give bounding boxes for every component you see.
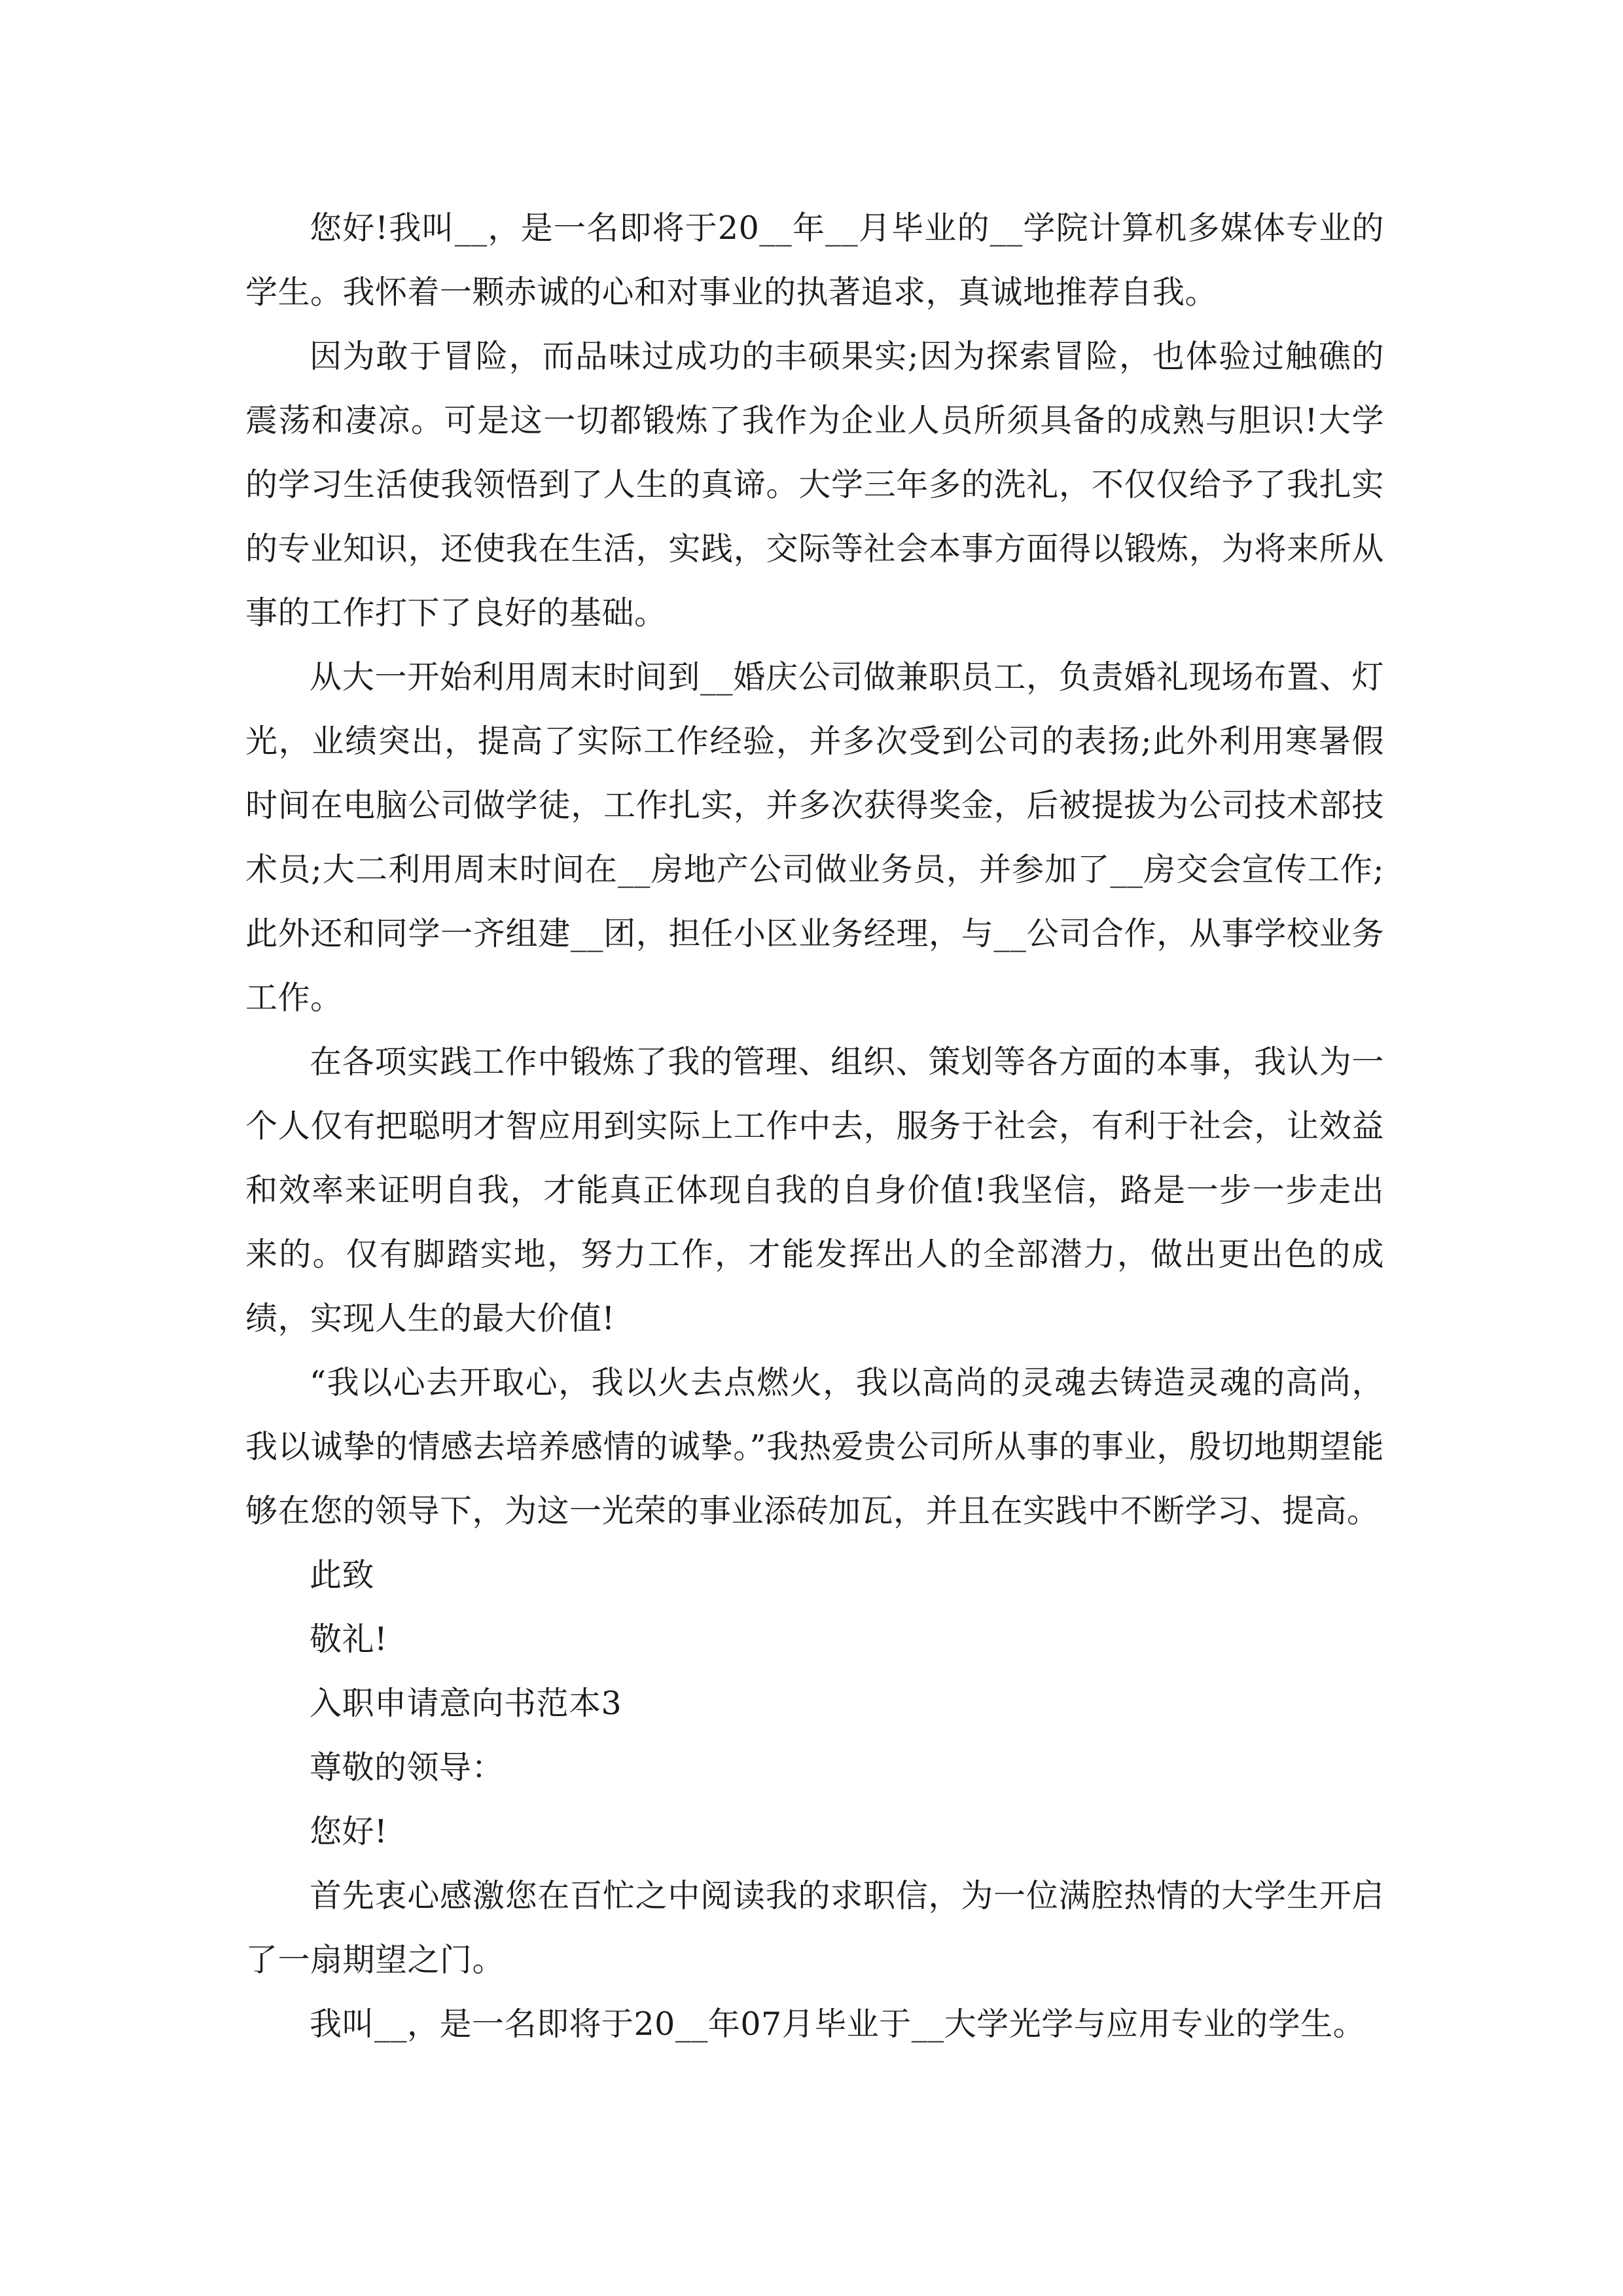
section-title: 入职申请意向书范本3 (310, 1685, 622, 1722)
paragraph-thanks: 首先衷心感激您在百忙之中阅读我的求职信，为一位满腔热情的大学生开启了一扇期望之门。 (245, 1877, 1384, 1979)
body-text (245, 196, 1384, 2056)
paragraph-work-history: 从大一开始利用周末时间到__婚庆公司做兼职员工，负责婚礼现场布置、灯光，业绩突出，提高了实际工作经验，并多次受到公司的表扬;此外利用寒暑假时间在电脑公司做学徒，工作扎实，并多次获得奖金，后被提拔为公司技术部技术员;大二利用周末时间在__房地产公司做业务员，并参加了__房交会宣传工作;此外还和同学一齐组建__团，担任小区业务经理，与__公司合作，从事学校业务工作。 (245, 658, 1384, 1016)
paragraph-self-intro: 我叫__，是一名即将于20__年07月毕业于__大学光学与应用专业的学生。 (310, 2005, 1366, 2043)
paragraph-quote: “我以心去开取心，我以火去点燃火，我以高尚的灵魂去铸造灵魂的高尚，我以诚挚的情感去培养感情的诚挚。”我热爱贵公司所从事的事业，殷切地期望能够在您的领导下，为这一光荣的事业添砖加瓦，并且在实践中不断学习、提高。 (245, 1364, 1384, 1530)
salutation: 尊敬的领导： (310, 1749, 505, 1786)
paragraph-experience: 因为敢于冒险，而品味过成功的丰硕果实;因为探索冒险，也体验过触礁的震荡和凄凉。可是这一切都锻炼了我作为企业人员所须具备的成熟与胆识!大学的学习生活使我领悟到了人生的真谛。大学三年多的洗礼，不仅仅给予了我扎实的专业知识，还使我在生活，实践，交际等社会本事方面得以锻炼，为将来所从事的工作打下了良好的基础。 (245, 338, 1384, 632)
paragraph-values: 在各项实践工作中锻炼了我的管理、组织、策划等各方面的本事，我认为一个人仅有把聪明才智应用到实际上工作中去，服务于社会，有利于社会，让效益和效率来证明自我，才能真正体现自我的自身价值!我坚信，路是一步一步走出来的。仅有脚踏实地，努力工作，才能发挥出人的全部潜力，做出更出色的成绩，实现人生的最大价值! (245, 1043, 1384, 1337)
paragraph-intro: 您好!我叫__，是一名即将于20__年__月毕业的__学院计算机多媒体专业的学生。我怀着一颗赤诚的心和对事业的执著追求，真诚地推荐自我。 (245, 209, 1384, 311)
closing-line-2: 敬礼! (310, 1621, 388, 1658)
closing-line-1: 此致 (310, 1556, 375, 1594)
greeting: 您好! (310, 1813, 388, 1850)
